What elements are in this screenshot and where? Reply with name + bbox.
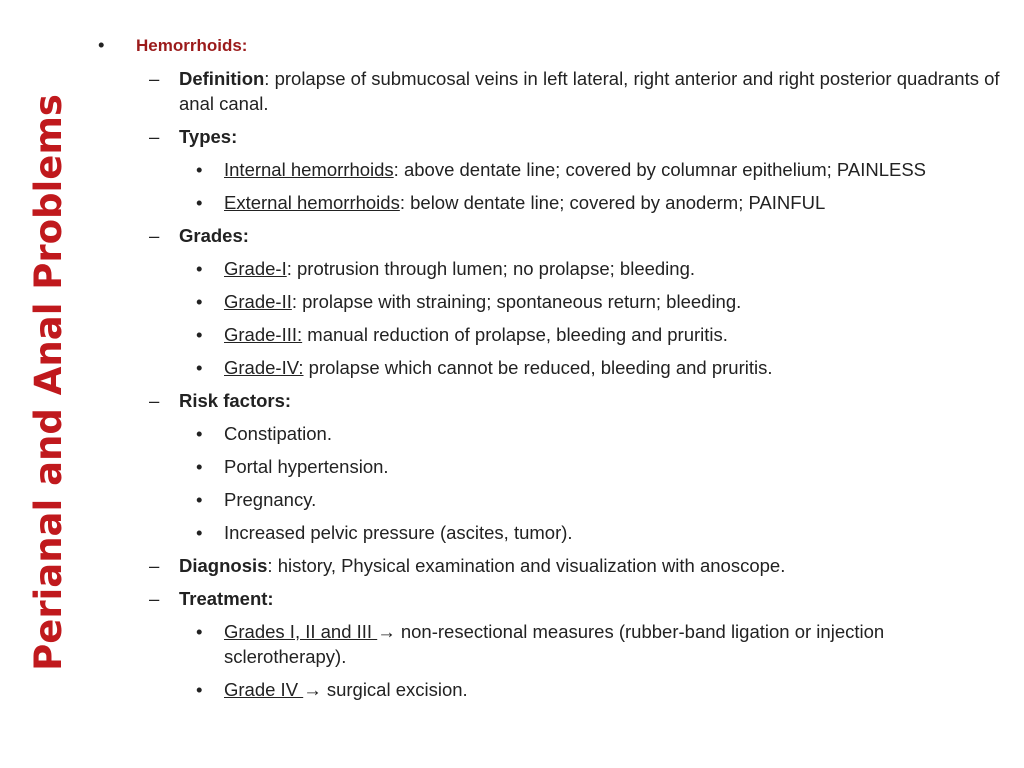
bullet-marker: •: [196, 522, 203, 543]
list-item: [96, 619, 1006, 669]
risk-text: Increased pelvic pressure (ascites, tumor).: [224, 522, 573, 543]
risk-heading: Risk factors:: [179, 390, 292, 411]
topic-heading: Hemorrhoids:: [136, 36, 248, 55]
grades-heading: Grades:: [179, 225, 249, 246]
bullet-marker: •: [196, 489, 203, 510]
definition-label: Definition: [179, 68, 265, 89]
dash-marker: –: [149, 555, 160, 576]
grade-term: Grade-IV:: [224, 357, 304, 378]
bullet-marker: •: [196, 423, 203, 444]
bullet-marker: •: [196, 621, 203, 642]
grade-text: : protrusion through lumen; no prolapse; bleeding.: [286, 258, 696, 279]
types-heading-row: [96, 124, 1006, 149]
type-text: : above dentate line; covered by columnar epithelium; PAINLESS: [393, 159, 927, 180]
bullet-marker: •: [196, 291, 203, 312]
list-item: [96, 454, 1006, 479]
list-item: [96, 157, 1006, 182]
list-item: [96, 190, 1006, 215]
dash-marker: –: [149, 225, 160, 246]
list-item: [96, 355, 1006, 380]
dash-marker: –: [149, 390, 160, 411]
list-item: [96, 256, 1006, 281]
grade-text: prolapse which cannot be reduced, bleeding and pruritis.: [303, 357, 773, 378]
risk-text: Constipation.: [224, 423, 332, 444]
treatment-heading-row: [96, 586, 1006, 611]
list-item: [96, 520, 1006, 545]
list-item: [96, 289, 1006, 314]
dash-marker: –: [149, 126, 160, 147]
list-item: [96, 322, 1006, 347]
list-item: [96, 421, 1006, 446]
diagnosis-label: Diagnosis: [179, 555, 268, 576]
list-item: [96, 487, 1006, 512]
diagnosis-row: [96, 553, 1006, 578]
grade-text: : prolapse with straining; spontaneous return; bleeding.: [291, 291, 742, 312]
grade-text: manual reduction of prolapse, bleeding and pruritis.: [302, 324, 728, 345]
diagnosis-text: : history, Physical examination and visualization with anoscope.: [267, 555, 786, 576]
grade-term: Grade-I: [224, 258, 287, 279]
definition-text: : prolapse of submucosal veins in left lateral, right anterior and right posterior quadrants of anal canal.: [179, 68, 1000, 114]
treatment-heading: Treatment:: [179, 588, 274, 609]
definition-row: [96, 66, 1006, 116]
grade-term: Grade-III:: [224, 324, 303, 345]
slide-content: [96, 32, 1006, 710]
types-heading: Types:: [179, 126, 238, 147]
dash-marker: –: [149, 588, 160, 609]
bullet-marker: •: [196, 357, 203, 378]
treatment-text: → surgical excision.: [303, 679, 468, 700]
type-term: External hemorrhoids: [224, 192, 400, 213]
type-text: : below dentate line; covered by anoderm; PAINFUL: [399, 192, 826, 213]
bullet-marker: •: [196, 324, 203, 345]
list-item: [96, 677, 1006, 702]
grade-term: Grade-II: [224, 291, 292, 312]
type-term: Internal hemorrhoids: [224, 159, 394, 180]
bullet-marker: •: [196, 679, 203, 700]
topic-row: [96, 32, 1006, 58]
grades-heading-row: [96, 223, 1006, 248]
risk-text: Portal hypertension.: [224, 456, 389, 477]
bullet-marker: •: [196, 159, 203, 180]
bullet-marker: •: [196, 456, 203, 477]
bullet-marker: •: [196, 258, 203, 279]
risk-heading-row: [96, 388, 1006, 413]
risk-text: Pregnancy.: [224, 489, 317, 510]
treatment-term: Grade IV: [224, 679, 304, 700]
dash-marker: –: [149, 68, 160, 89]
side-title: [18, 82, 78, 682]
treatment-term: Grades I, II and III: [224, 621, 378, 642]
bullet-marker: •: [196, 192, 203, 213]
side-title-text: Perianal and Anal Problems: [26, 93, 70, 671]
treatment-text: → non-resectional measures (rubber-band ligation or injection sclerotherapy).: [224, 621, 885, 667]
bullet-marker: •: [98, 34, 105, 55]
